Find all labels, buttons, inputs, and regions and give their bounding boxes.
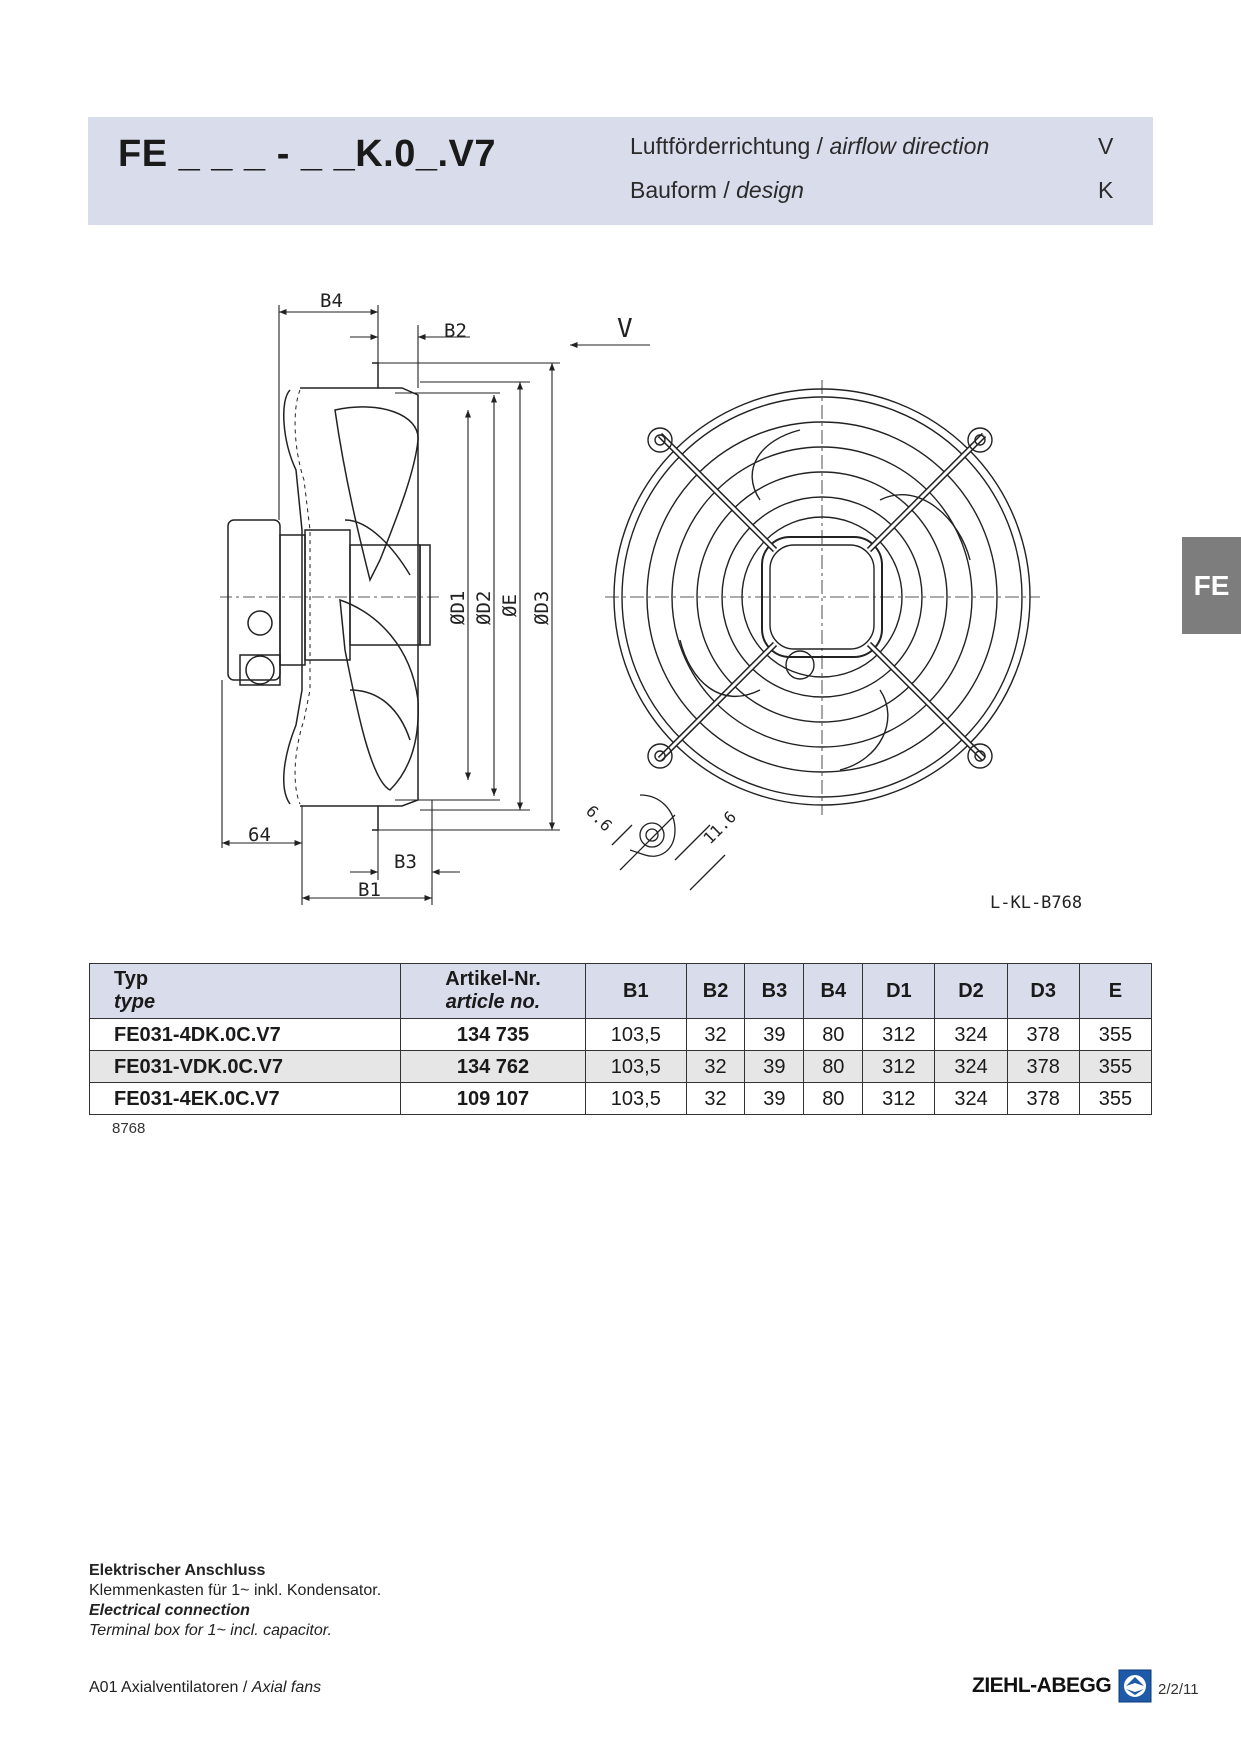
side-view	[220, 363, 440, 830]
cell-b1: 103,5	[586, 1051, 687, 1083]
cell-b4: 80	[804, 1051, 863, 1083]
col-b2: B2	[686, 964, 745, 1019]
col-article-de: Artikel-Nr.	[445, 968, 541, 990]
section-side-tab[interactable]: FE	[1182, 537, 1241, 634]
cell-b4: 80	[804, 1083, 863, 1115]
design-value: K	[1098, 177, 1114, 203]
cell-b4: 80	[804, 1019, 863, 1051]
cell-b1: 103,5	[586, 1083, 687, 1115]
cell-d3: 378	[1007, 1051, 1079, 1083]
cell-d3: 378	[1007, 1083, 1079, 1115]
cell-type: FE031-VDK.0C.V7	[90, 1051, 401, 1083]
col-type-de: Typ	[114, 968, 149, 990]
cell-d1: 312	[863, 1019, 935, 1051]
col-d2: D2	[935, 964, 1007, 1019]
cell-b3: 39	[745, 1051, 804, 1083]
table-note: 8768	[112, 1120, 146, 1137]
col-d1: D1	[863, 964, 935, 1019]
cell-d2: 324	[935, 1083, 1007, 1115]
cell-e: 355	[1079, 1051, 1151, 1083]
col-b4: B4	[804, 964, 863, 1019]
table-row	[90, 1019, 1152, 1051]
cell-b3: 39	[745, 1083, 804, 1115]
model-code: FE _ _ _ - _ _K.0_.V7	[118, 133, 497, 175]
cell-d2: 324	[935, 1019, 1007, 1051]
label-d3: ØD3	[531, 590, 553, 625]
electrical-title-en: Electrical connection	[89, 1602, 250, 1619]
footer-section	[89, 1679, 321, 1697]
label-11-6: 11.6	[699, 807, 741, 848]
cell-b2: 32	[686, 1019, 745, 1051]
cell-e: 355	[1079, 1019, 1151, 1051]
footer-section-de: A01 Axialventilatoren /	[89, 1679, 252, 1696]
label-64: 64	[248, 824, 271, 846]
col-article	[401, 964, 586, 1019]
table-header-row	[90, 964, 1152, 1019]
cell-d3: 378	[1007, 1019, 1079, 1051]
label-b2: B2	[444, 320, 467, 342]
label-e: ØE	[499, 594, 521, 617]
airflow-label-de: Luftförderrichtung /	[630, 133, 824, 159]
col-article-en: article no.	[445, 991, 541, 1013]
table-row	[90, 1083, 1152, 1115]
label-d2: ØD2	[473, 590, 495, 625]
label-b1: B1	[358, 879, 381, 901]
airflow-label-en: airflow direction	[823, 133, 990, 159]
design-label-de: Bauform /	[630, 177, 730, 203]
cell-d1: 312	[863, 1083, 935, 1115]
cell-b2: 32	[686, 1051, 745, 1083]
label-b4: B4	[320, 290, 343, 312]
col-type-en: type	[114, 991, 156, 1013]
front-view	[605, 380, 1040, 815]
table-row	[90, 1051, 1152, 1083]
brand-logo-icon	[1118, 1669, 1152, 1703]
col-b1: B1	[586, 964, 687, 1019]
col-type	[90, 964, 401, 1019]
label-b3: B3	[394, 851, 417, 873]
electrical-text-de: Klemmenkasten für 1~ inkl. Kondensator.	[89, 1582, 382, 1599]
detail-labels	[582, 801, 1082, 913]
cell-b3: 39	[745, 1019, 804, 1051]
label-d1: ØD1	[447, 590, 469, 625]
cell-b2: 32	[686, 1083, 745, 1115]
cell-type: FE031-4EK.0C.V7	[90, 1083, 401, 1115]
col-d3: D3	[1007, 964, 1079, 1019]
cell-article: 134 762	[401, 1051, 586, 1083]
cell-b1: 103,5	[586, 1019, 687, 1051]
airflow-direction-value: V	[1098, 133, 1114, 159]
electrical-connection	[89, 1561, 381, 1641]
col-b3: B3	[745, 964, 804, 1019]
label-v: V	[617, 314, 633, 344]
label-6-6: 6.6	[582, 801, 617, 836]
design-label-en: design	[729, 177, 804, 203]
col-e: E	[1079, 964, 1151, 1019]
cell-article: 134 735	[401, 1019, 586, 1051]
drawing-ref: L-KL-B768	[990, 893, 1083, 913]
cell-article: 109 107	[401, 1083, 586, 1115]
footer-section-en: Axial fans	[251, 1679, 322, 1696]
brand-name: ZIEHL-ABEGG	[972, 1674, 1112, 1697]
cell-e: 355	[1079, 1083, 1151, 1115]
electrical-title-de: Elektrischer Anschluss	[89, 1562, 266, 1579]
cell-d1: 312	[863, 1051, 935, 1083]
cell-type: FE031-4DK.0C.V7	[90, 1019, 401, 1051]
electrical-text-en: Terminal box for 1~ incl. capacitor.	[89, 1622, 332, 1639]
dimension-table	[89, 963, 1152, 1115]
page-number: 2/2/11	[1158, 1681, 1199, 1698]
cell-d2: 324	[935, 1051, 1007, 1083]
